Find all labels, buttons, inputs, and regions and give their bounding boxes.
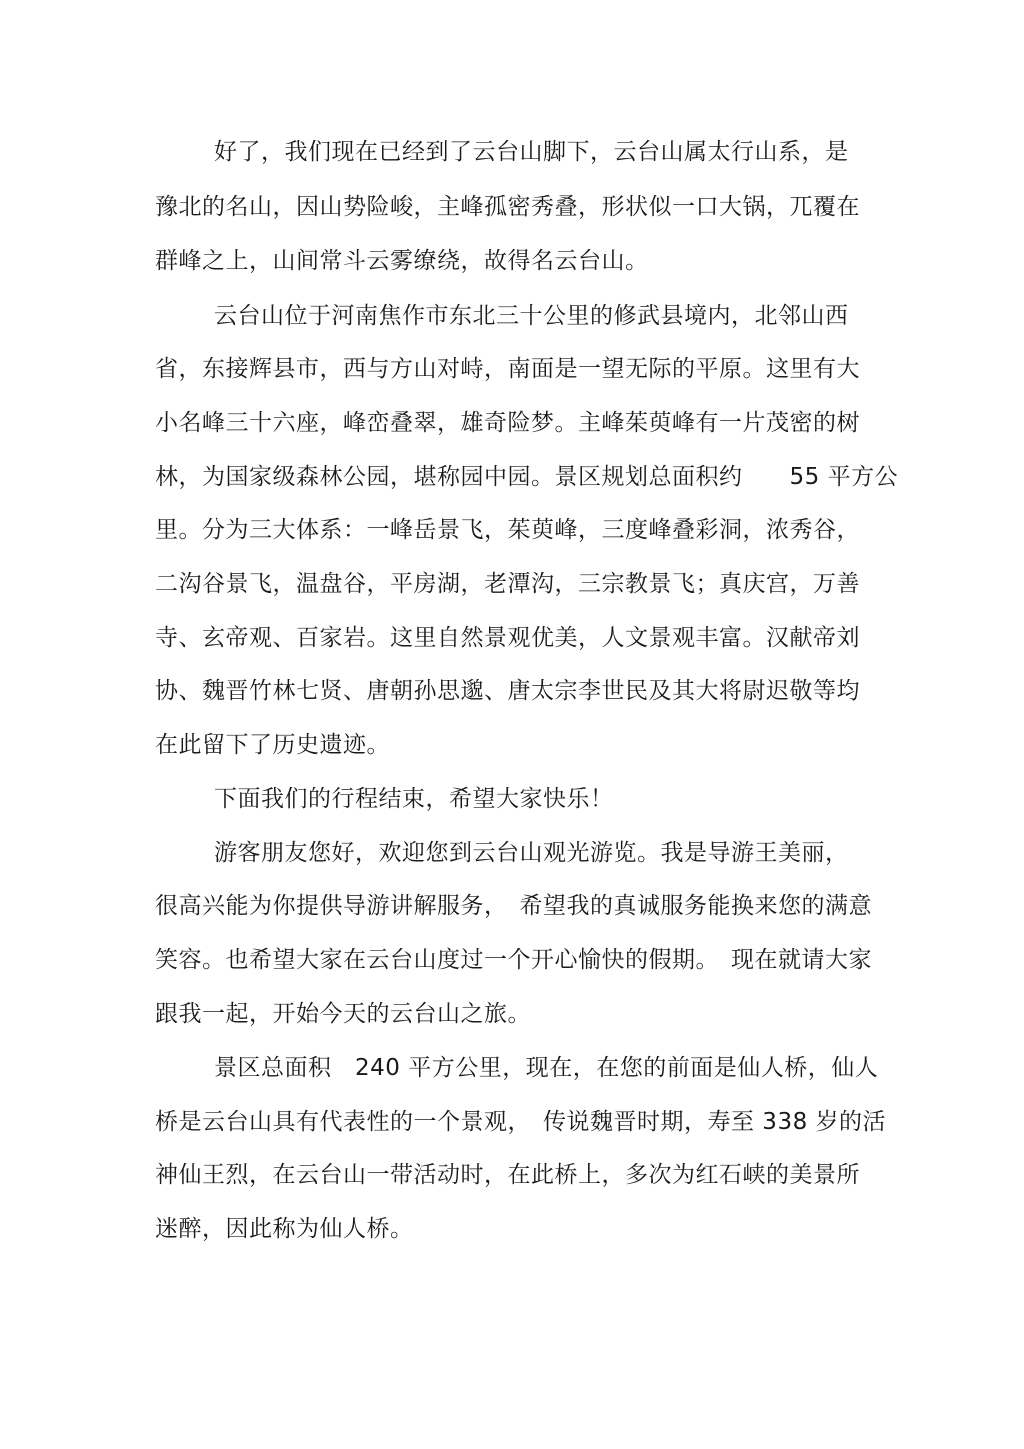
paragraph-1-line-3: 群峰之上，山间常斗云雾缭绕，故得名云台山。 <box>155 248 649 274</box>
paragraph-5-line-3: 神仙王烈，在云台山一带活动时，在此桥上，多次为红石峡的美景所 <box>155 1162 860 1188</box>
paragraph-4-line-1: 游客朋友您好，欢迎您到云台山观光游览。我是导游王美丽， <box>214 840 849 866</box>
paragraph-5-line-1: 景区总面积 240 平方公里，现在，在您的前面是仙人桥，仙人 <box>214 1055 879 1081</box>
paragraph-2-line-3: 小名峰三十六座，峰峦叠翠，雄奇险梦。主峰茱萸峰有一片茂密的树 <box>155 410 860 436</box>
paragraph-1-line-2: 豫北的名山，因山势险峻，主峰孤密秀叠，形状似一口大锅，兀覆在 <box>155 194 860 220</box>
paragraph-2-line-9: 在此留下了历史遗迹。 <box>155 732 390 758</box>
paragraph-3-line-1: 下面我们的行程结束，希望大家快乐！ <box>214 786 614 812</box>
paragraph-5-line-2: 桥是云台山具有代表性的一个景观， 传说魏晋时期，寿至 338 岁的活 <box>155 1109 887 1135</box>
paragraph-2-line-7: 寺、玄帝观、百家岩。这里自然景观优美，人文景观丰富。汉献帝刘 <box>155 625 860 651</box>
paragraph-4-line-2: 很高兴能为你提供导游讲解服务， 希望我的真诚服务能换来您的满意 <box>155 893 872 919</box>
paragraph-2-line-6: 二沟谷景飞，温盘谷，平房湖，老潭沟，三宗教景飞；真庆宫，万善 <box>155 571 860 597</box>
paragraph-2-line-1: 云台山位于河南焦作市东北三十公里的修武县境内，北邻山西 <box>214 303 849 329</box>
paragraph-5-line-4: 迷醉，因此称为仙人桥。 <box>155 1216 414 1242</box>
paragraph-2-line-8: 协、魏晋竹林七贤、唐朝孙思邈、唐太宗李世民及其大将尉迟敬等均 <box>155 678 860 704</box>
paragraph-2-line-2: 省，东接辉县市，西与方山对峙，南面是一望无际的平原。这里有大 <box>155 356 860 382</box>
paragraph-4-line-3: 笑容。也希望大家在云台山度过一个开心愉快的假期。 现在就请大家 <box>155 947 872 973</box>
paragraph-1-line-1: 好了，我们现在已经到了云台山脚下，云台山属太行山系，是 <box>214 139 849 165</box>
paragraph-2-line-4: 林，为国家级森林公园，堪称园中园。景区规划总面积约 55 平方公 <box>155 464 899 490</box>
paragraph-4-line-4: 跟我一起，开始今天的云台山之旅。 <box>155 1001 531 1027</box>
paragraph-2-line-5: 里。分为三大体系：一峰岳景飞，茱萸峰，三度峰叠彩洞，浓秀谷， <box>155 517 860 543</box>
